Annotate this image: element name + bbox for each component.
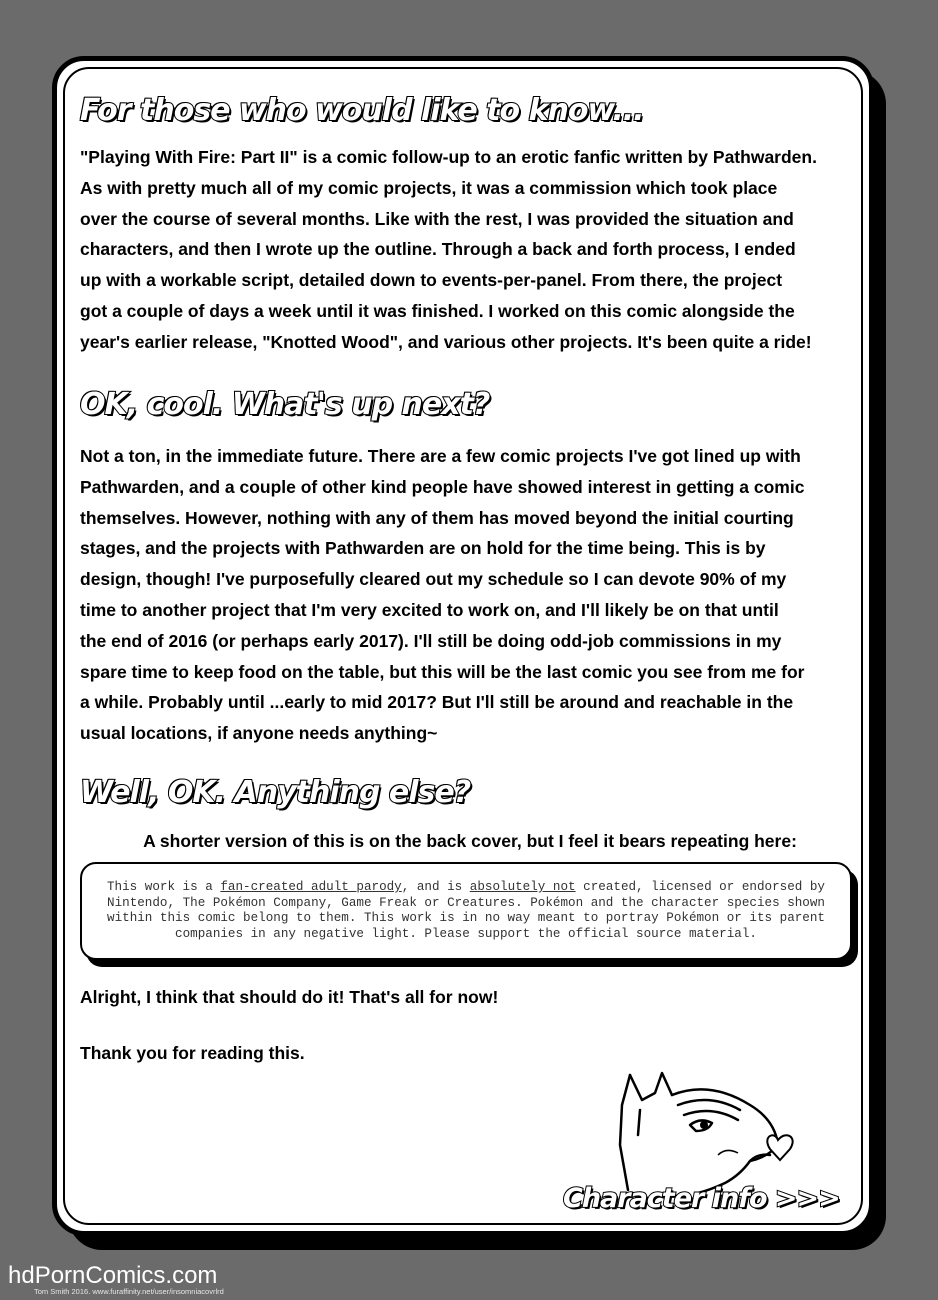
section2-line: themselves. However, nothing with any of them has moved beyond the initial courting [80,507,794,528]
section1-line: characters, and then I wrote up the outline. Through a back and forth process, I ended [80,239,796,260]
character-sketch-image [600,1065,800,1200]
section2-line: stages, and the projects with Pathwarden are on hold for the time being. This is by [80,538,766,559]
heading-whats-next: OK, cool. What's up next? [80,387,490,422]
section2-line: usual locations, if anyone needs anything~ [80,723,438,744]
disclaimer-text: created, licensed or endorsed by Nintendo, The Pokémon Company, Game Freak or Creatures. Pokémon and the character species shown within this comic belong to them. This work is in no way meant to portray Pokémon or its parent companies in any negative light. Please support the official source material. [107,880,825,941]
thanks-line: Thank you for reading this. [80,1043,305,1063]
disclaimer-text: , and is [401,880,470,894]
section1-line: got a couple of days a week until it was finished. I worked on this comic alongside the [80,300,795,321]
heading-anything-else: Well, OK. Anything else? [80,775,471,810]
heading-for-those: For those who would like to know... [80,93,644,128]
disclaimer-emphasis-parody: fan-created adult parody [220,880,402,894]
section1-line: year's earlier release, "Knotted Wood", and various other projects. It's been quite a ride! [80,331,812,352]
disclaimer-intro: A shorter version of this is on the back cover, but I feel it bears repeating here: [143,831,797,851]
section1-line: "Playing With Fire: Part II" is a comic follow-up to an erotic fanfic written by Pathwarden. [80,147,817,167]
section2-line: spare time to keep food on the table, but this will be the last comic you see from me for [80,661,805,682]
disclaimer-emphasis-not: absolutely not [469,880,576,894]
section2-line: time to another project that I'm very excited to work on, and I'll likely be on that until [80,599,779,620]
section2-paragraph [80,441,880,749]
section1-line: over the course of several months. Like with the rest, I was provided the situation and [80,208,794,229]
section1-line: As with pretty much all of my comic projects, it was a commission which took place [80,177,778,198]
artist-credit: Tom Smith 2016. www.furaffinity.net/user/insomniacovrlrd [34,1287,224,1296]
character-info-link[interactable]: Character info >>> [563,1183,840,1214]
site-watermark: hdPornComics.com [8,1262,218,1289]
section2-line: a while. Probably until ...early to mid 2017? But I'll still be around and reachable in the [80,692,794,713]
disclaimer-box [80,862,852,960]
section2-line: design, though! I've purposefully cleared out my schedule so I can devote 90% of my [80,569,787,590]
closing-line: Alright, I think that should do it! That's all for now! [80,987,499,1007]
section2-line: Pathwarden, and a couple of other kind people have showed interest in getting a comic [80,476,805,497]
section1-line: up with a workable script, detailed down to events-per-panel. From there, the project [80,270,783,291]
section2-line: the end of 2016 (or perhaps early 2017). I'll still be doing odd-job commissions in my [80,630,782,651]
section2-line: Not a ton, in the immediate future. There are a few comic projects I've got lined up with [80,446,801,466]
disclaimer-text: This work is a [106,880,221,894]
section1-paragraph [80,142,880,358]
